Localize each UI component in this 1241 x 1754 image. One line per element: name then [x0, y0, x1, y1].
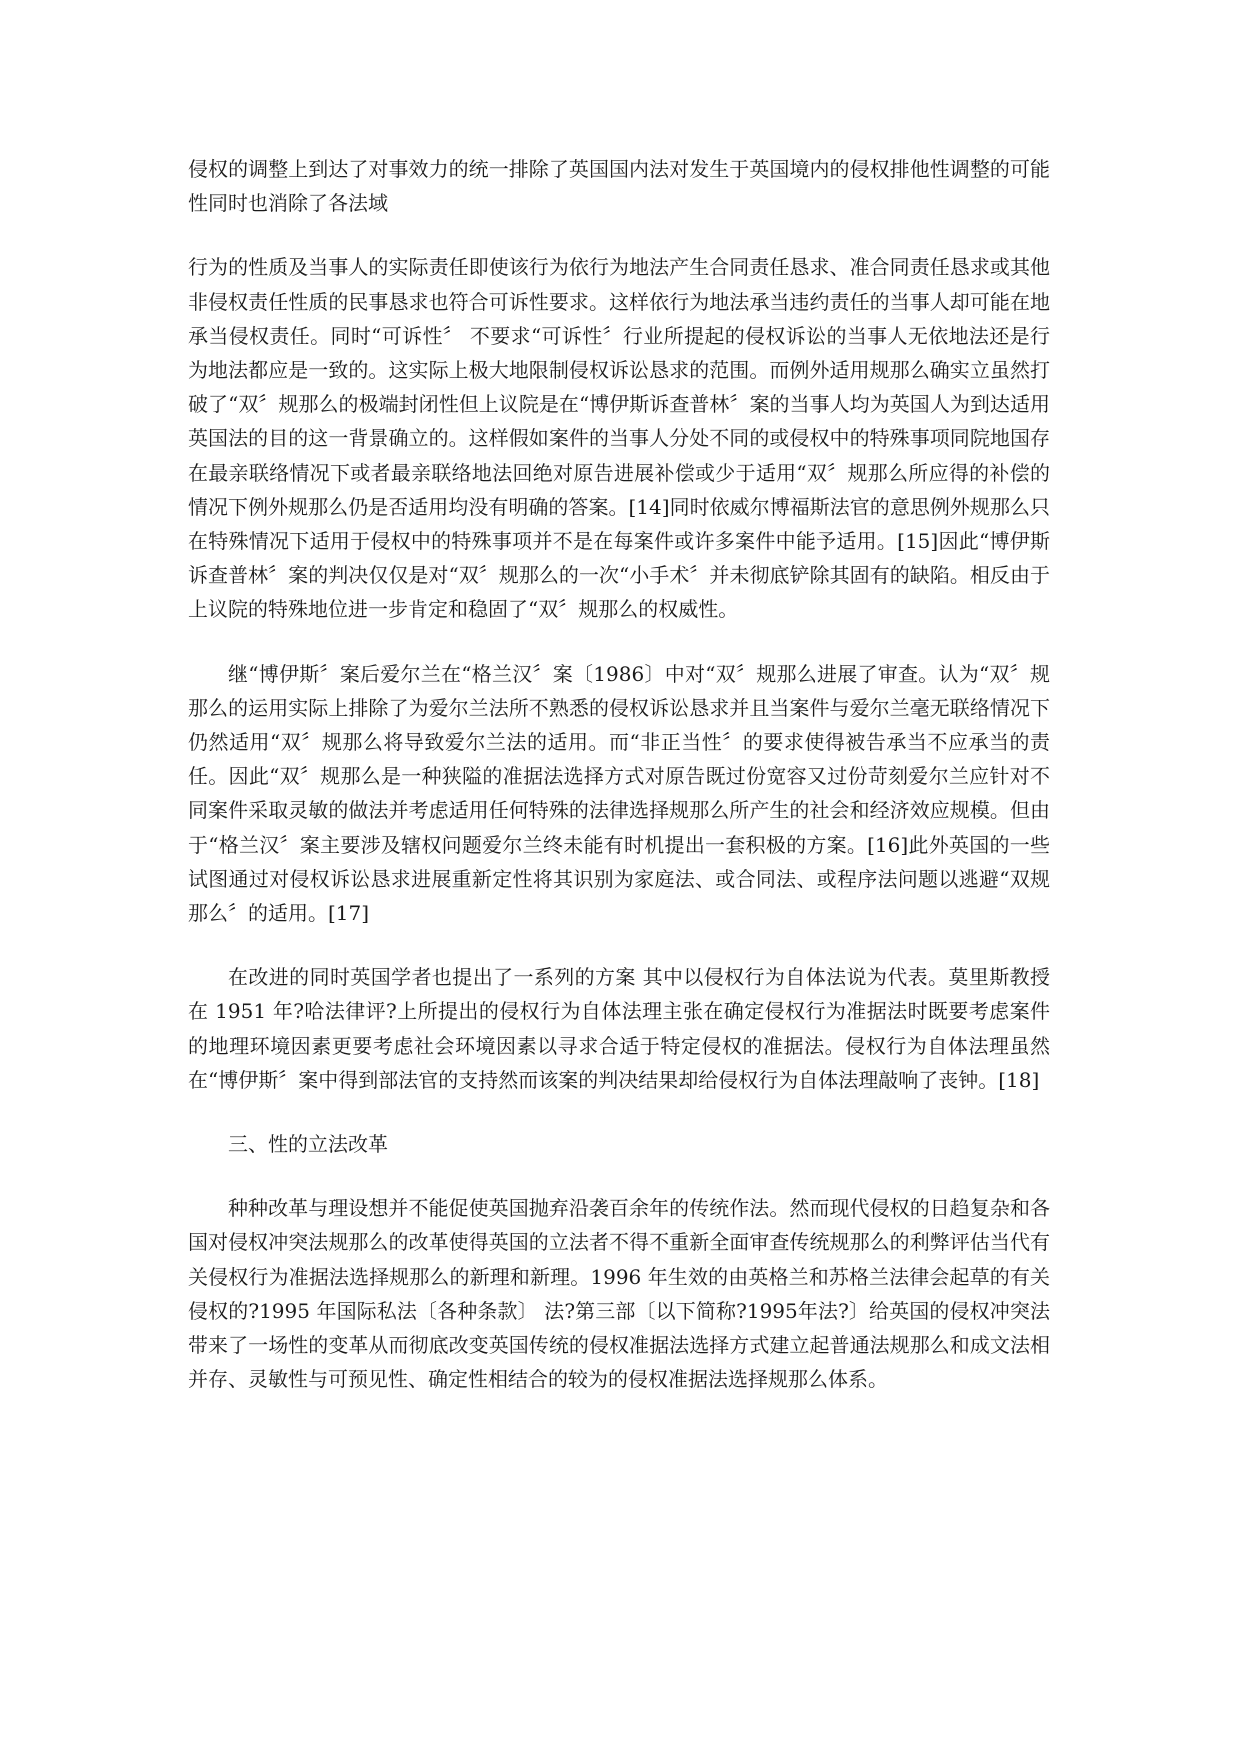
paragraph-gap — [188, 930, 1050, 960]
document-body — [188, 152, 1050, 1397]
section-heading: 三、性的立法改革 — [228, 1132, 388, 1157]
paragraph-3: 继“博伊斯〞案后爱尔兰在“格兰汉〞案〔1986〕中对“双〞规那么进展了审查。认为“双〞规那么的运用实际上排除了为爱尔兰法所不熟悉的侵权诉讼恳求并且当案件与爱尔兰毫无联络情况下仍然适用“双〞规那么将导致爱尔兰法的适用。而“非正当性〞的要求使得被告承当不应承当的责任。因此“双〞规那么是一种狭隘的准据法选择方式对原告既过份宽容又过份苛刻爱尔兰应针对不同案件采取灵敏的做法并考虑适用任何特殊的法律选择规那么所产生的社会和经济效应规模。但由于“格兰汉〞案主要涉及辖权问题爱尔兰终未能有时机提出一套积极的方案。[16]此外英国的一些试图通过对侵权诉讼恳求进展重新定性将其识别为家庭法、或合同法、或程序法问题以逃避“双规那么〞的适用。[17] — [188, 661, 1050, 926]
paragraph-gap — [188, 1097, 1050, 1127]
paragraph-4: 在改进的同时英国学者也提出了一系列的方案 其中以侵权行为自体法说为代表。莫里斯教授在 1951 年?哈法律评?上所提出的侵权行为自体法理主张在确定侵权行为准据法时既要考虑案件的地理环境因素更要考虑社会环境因素以寻求合适于特定侵权的准据法。侵权行为自体法理虽然在“博伊斯〞案中得到部法官的支持然而该案的判决结果却给侵权行为自体法理敲响了丧钟。[18] — [188, 965, 1050, 1092]
paragraph-2: 行为的性质及当事人的实际责任即使该行为依行为地法产生合同责任恳求、准合同责任恳求或其他非侵权责任性质的民事恳求也符合可诉性要求。这样依行为地法承当违约责任的当事人却可能在地承当侵权责任。同时“可诉性〞 不要求“可诉性〞行业所提起的侵权诉讼的当事人无依地法还是行为地法都应是一致的。这实际上极大地限制侵权诉讼恳求的范围。而例外适用规那么确实立虽然打破了“双〞规那么的极端封闭性但上议院是在“博伊斯诉查普林〞案的当事人均为英国人为到达适用英国法的目的这一背景确立的。这样假如案件的当事人分处不同的或侵权中的特殊事项同院地国存在最亲联络情况下或者最亲联络地法回绝对原告进展补偿或少于适用“双〞规那么所应得的补偿的情况下例外规那么仍是否适用均没有明确的答案。[14]同时依威尔博福斯法官的意思例外规那么只在特殊情况下适用于侵权中的特殊事项并不是在每案件或许多案件中能予适用。[15]因此“博伊斯诉查普林〞案的判决仅仅是对“双〞规那么的一次“小手术〞并未彻底铲除其固有的缺陷。相反由于上议院的特殊地位进一步肯定和稳固了“双〞规那么的权威性。 — [188, 255, 1050, 622]
paragraph-gap — [188, 220, 1050, 250]
paragraph-gap — [188, 627, 1050, 657]
paragraph-gap — [188, 1161, 1050, 1191]
paragraph-1: 侵权的调整上到达了对事效力的统一排除了英国国内法对发生于英国境内的侵权排他性调整的可能性同时也消除了各法域 — [188, 157, 1050, 216]
paragraph-6: 种种改革与理设想并不能促使英国抛弃沿袭百余年的传统作法。然而现代侵权的日趋复杂和各国对侵权冲突法规那么的改革使得英国的立法者不得不重新全面审查传统规那么的利弊评估当代有关侵权行为准据法选择规那么的新理和新理。1996 年生效的由英格兰和苏格兰法律会起草的有关侵权的?1995 年国际私法〔各种条款〕 法?第三部〔以下简称?1995年法?〕给英国的侵权冲突法带来了一场性的变革从而彻底改变英国传统的侵权准据法选择方式建立起普通法规那么和成文法相并存、灵敏性与可预见性、确定性相结合的较为的侵权准据法选择规那么体系。 — [188, 1196, 1050, 1392]
